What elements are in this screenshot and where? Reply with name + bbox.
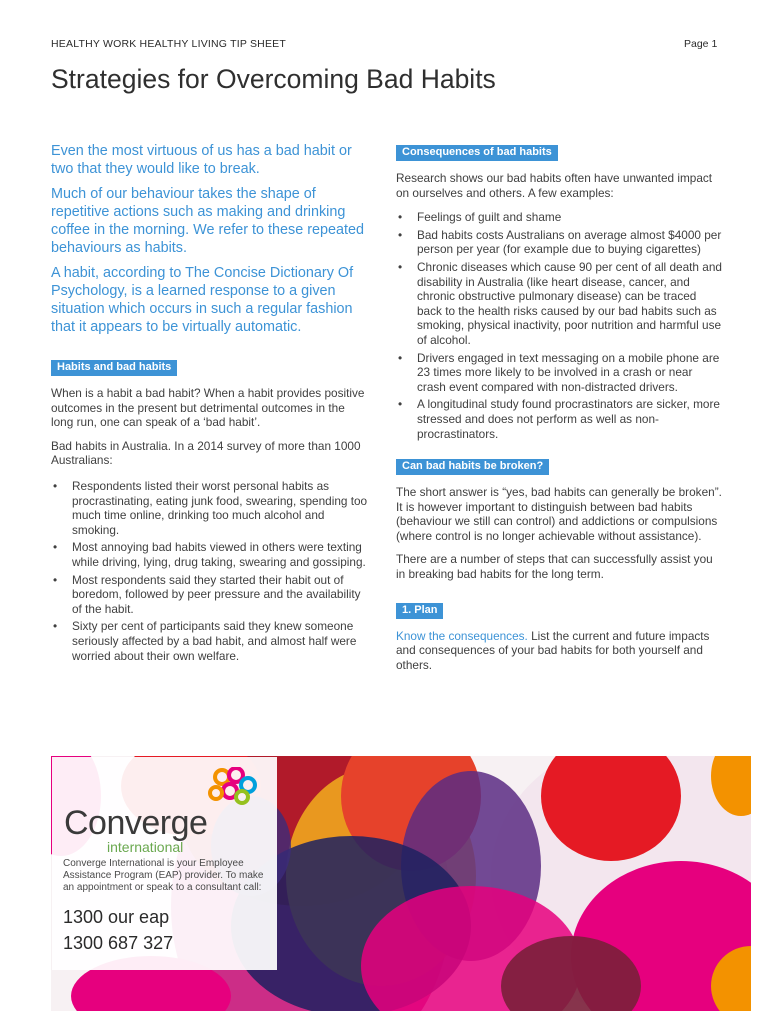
broken-paragraph-1: The short answer is “yes, bad habits can generally be broken”. It is however important to distinguish between bad habits (behaviour we still can control) and addictions or compulsions (where control is no longer achievable without assistance). xyxy=(396,485,722,543)
intro-paragraph-3: A habit, according to The Concise Dictionary Of Psychology, is a learned response to a given situation which occurs in such a regular fashion that it appears to be virtually automatic. xyxy=(51,265,354,335)
converge-logo xyxy=(64,767,264,857)
converge-banner xyxy=(51,756,751,1011)
bullet-icon: • xyxy=(53,478,58,493)
list-item: • Chronic diseases which cause 90 per cent of all death and disability in Australia (like heart disease, cancer, and chronic obstructive pulmonary disease) can be traced back to the health risks caused by our bad habits such as smoking, physical inactivity, poor nutrition and harmful use of alcohol. xyxy=(398,259,722,347)
list-item: • Most annoying bad habits viewed in others were texting while driving, lying, drug taking, swearing and gossiping. xyxy=(53,540,366,569)
habits-bullet-list xyxy=(51,479,369,663)
intro-paragraph-2: Much of our behaviour takes the shape of repetitive actions such as making and drinking coffee in the morning. We refer to these repeated behaviours as habits. xyxy=(51,186,365,256)
list-item: • Bad habits costs Australians on average almost $4000 per person per year (for example due to buying cigarettes) xyxy=(398,227,722,257)
list-item: • Respondents listed their worst personal habits as procrastinating, eating junk food, swearing, spending too much time online, drinking too much alcohol and smoking. xyxy=(53,478,368,537)
section-label-consequences: Consequences of bad habits xyxy=(396,145,558,161)
habits-paragraph-2: Bad habits in Australia. In a 2014 survey of more than 1000 Australians: xyxy=(51,438,361,468)
bullet-icon: • xyxy=(53,540,58,555)
consequences-bullet-list xyxy=(396,210,722,441)
bullet-icon: • xyxy=(53,572,58,587)
converge-logo-icon xyxy=(204,767,264,807)
list-item: • A longitudinal study found procrastinators are sicker, more stressed and does not perform as well as non-procrastinators. xyxy=(398,397,720,441)
section-label-plan: 1. Plan xyxy=(396,603,443,619)
phone-mnemonic: 1300 our eap xyxy=(63,907,170,927)
left-column xyxy=(51,142,369,666)
section-label-broken: Can bad habits be broken? xyxy=(396,459,549,475)
bullet-icon: • xyxy=(398,227,403,242)
bullet-icon: • xyxy=(398,210,403,225)
section-label-habits: Habits and bad habits xyxy=(51,360,177,376)
habits-paragraph-1: When is a habit a bad habit? When a habit provides positive outcomes in the present but detrimental outcomes in the long run, one can speak of a ‘bad habit’. xyxy=(51,386,365,430)
logo-wordmark: Converge xyxy=(64,804,208,842)
plan-text: List the current and future impacts and consequences of your bad habits for both yourself and others. xyxy=(396,628,710,672)
plan-highlight: Know the consequences. xyxy=(396,628,528,643)
header-title: HEALTHY WORK HEALTHY LIVING TIP SHEET xyxy=(51,38,286,50)
broken-paragraph-2: There are a number of steps that can successfully assist you in breaking bad habits for the long term. xyxy=(396,552,713,582)
list-item: • Feelings of guilt and shame xyxy=(398,210,562,225)
logo-subtitle: international xyxy=(107,839,184,855)
consequences-paragraph: Research shows our bad habits often have unwanted impact on ourselves and others. A few examples: xyxy=(396,171,713,200)
bullet-icon: • xyxy=(398,350,403,365)
intro-paragraph-1: Even the most virtuous of us has a bad habit or two that they would like to break. xyxy=(51,143,352,177)
page-number: Page 1 xyxy=(684,38,718,50)
plan-paragraph xyxy=(396,629,722,673)
list-item: • Drivers engaged in text messaging on a mobile phone are 23 times more likely to be involved in a crash or near crash event compared with non-distracted drivers. xyxy=(398,350,720,394)
bullet-icon: • xyxy=(53,619,58,634)
contact-card xyxy=(52,757,277,970)
right-column xyxy=(396,142,722,672)
bullet-icon: • xyxy=(398,397,403,412)
eap-description: Converge International is your Employee Assistance Program (EAP) provider. To make an appointment or speak to a consultant call: xyxy=(63,858,264,893)
list-item: • Sixty per cent of participants said they knew someone seriously affected by a bad habit, and almost half were worried about their own welfare. xyxy=(53,619,357,663)
page-title: Strategies for Overcoming Bad Habits xyxy=(51,64,496,94)
list-item: • Most respondents said they started their habit out of boredom, followed by peer pressure and the availability of the habit. xyxy=(53,572,361,616)
phone-number: 1300 687 327 xyxy=(63,933,174,953)
bullet-icon: • xyxy=(398,259,403,274)
